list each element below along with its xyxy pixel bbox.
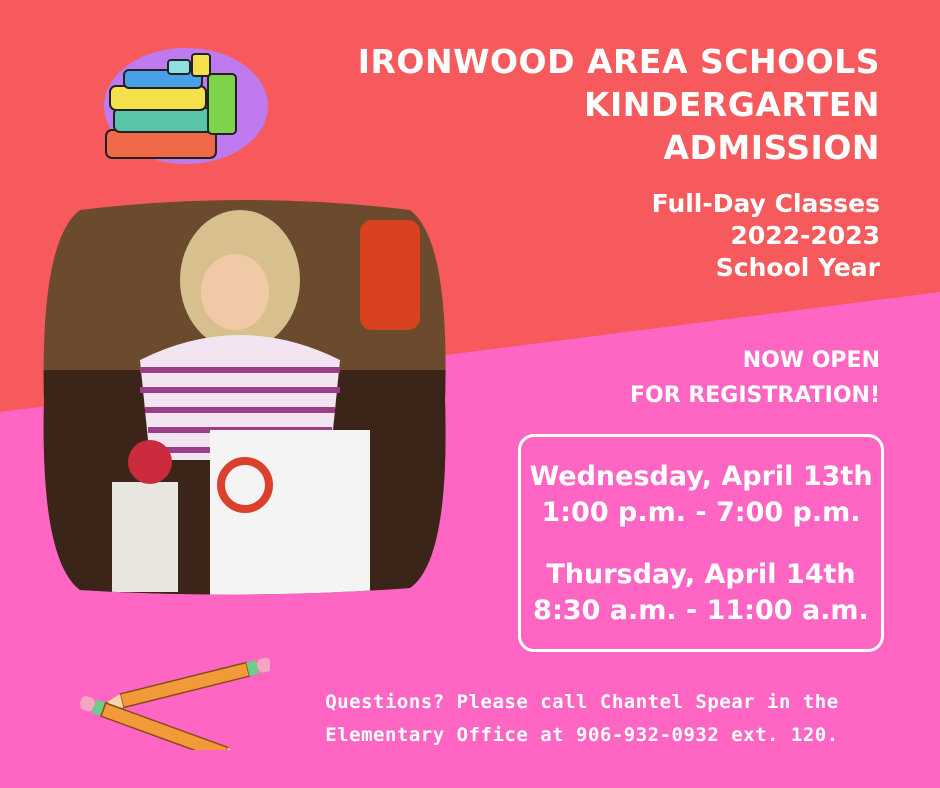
subtitle-line: Full-Day Classes [651, 189, 880, 218]
sessions-box [518, 434, 884, 652]
subtitle [652, 188, 880, 284]
headline-line: KINDERGARTEN [583, 85, 880, 124]
headline-line: ADMISSION [663, 128, 880, 167]
session-time: 1:00 p.m. - 7:00 p.m. [541, 497, 861, 528]
contact-line: Questions? Please call Chantel Spear in the [325, 691, 839, 713]
headline [358, 40, 880, 169]
subtitle-line: 2022-2023 [730, 221, 880, 250]
contact-line: Elementary Office at 906-932-0932 ext. 120. [325, 724, 839, 746]
registration-line: FOR REGISTRATION! [630, 383, 880, 408]
child-photo [40, 200, 450, 595]
contact-info [262, 686, 902, 752]
session-time: 8:30 a.m. - 11:00 a.m. [533, 595, 869, 626]
books-stack-icon [96, 44, 276, 174]
subtitle-line: School Year [715, 253, 880, 282]
registration-notice [630, 343, 880, 413]
registration-line: NOW OPEN [742, 348, 880, 373]
session-day: Wednesday, April 13th [529, 461, 873, 492]
headline-line: IRONWOOD AREA SCHOOLS [357, 42, 880, 81]
pencil-icon [60, 650, 270, 750]
session-day: Thursday, April 14th [546, 559, 856, 590]
